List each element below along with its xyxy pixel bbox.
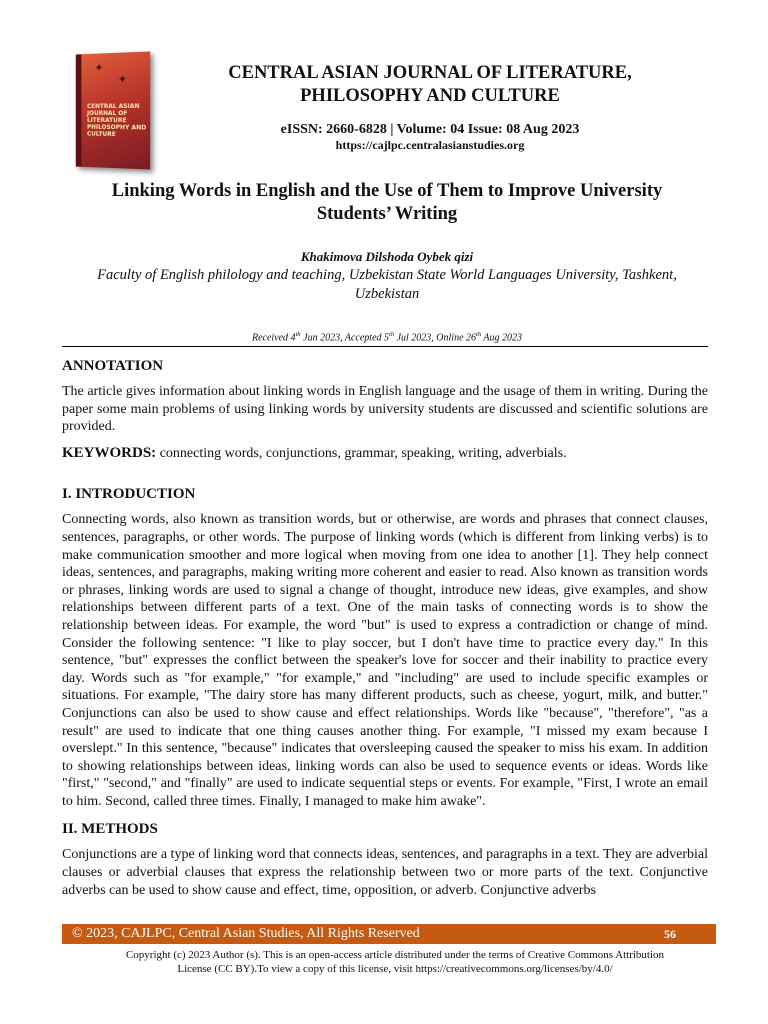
keywords-label: KEYWORDS: [62,444,157,461]
online-text: Jul 2023, Online 26 [394,332,477,344]
accepted-sup: th [389,331,395,338]
journal-title [160,62,700,108]
introduction-text: Connecting words, also known as transition words, but or otherwise, are words and phrases that connect clauses, sentences, paragraphs, or other words. The purpose of linking words (which is different from linking verbs) is to make communication smoother and more logical when moving from one idea to another [1]. They help connect ideas, sentences, and paragraphs, making writing more coherent and easier to read. Also known as transition words or phrases, linking words are used to signal a change of thought, introduce new ideas, give examples, and show relationships between different parts of a text. One of the main tasks of connecting words is to show the relationship between ideas. For example, the word "but" is used to express a contradiction or change of mind. Consider the following sentence: "I like to play soccer, but I don't have time to practice every day." In this sentence, "but" expresses the conflict between the speaker's love for soccer and their inability to practice every day. Words such as "for example," "for example," and "including" are used to include specific examples or situations. For example, "The dairy store has many different products, such as cheese, yogurt, milk, and butter." Conjunctions can also be used to show cause and effect relationships. Words like "because", "therefore", "as a result" are used to indicate that one thing causes another thing. For example, "I missed my exam because I overslept." In this sentence, "because" indicates that oversleeping caused the speaker to miss his exam. In addition to showing relationships between ideas, linking words can also be used to sequence events or ideas. Words like "first," "second," and "finally" are used to indicate sequential steps or events. For example, "First, I wrote an email to him. Second, called three times. Finally, I managed to make him awake". [62,512,708,809]
accepted-text: Jun 2023, Accepted 5 [300,332,390,344]
journal-url[interactable]: https://cajlpc.centralasianstudies.org [335,138,525,152]
methods-text: Conjunctions are a type of linking word that connects ideas, sentences, and paragraphs in a text. They are adverbial clauses or adverbial clauses that express the relationship between two or more parts of the text. Conjunctive adverbs can be used to show cause and effect, time, opposition, or adverb. Conjunctive adverbs [62,847,708,898]
issn-line: eISSN: 2660-6828 | Volume: 04 Issue: 08 Aug 2023 [280,122,580,137]
journal-title-line1: CENTRAL ASIAN JOURNAL OF LITERATURE, [228,63,632,83]
annotation-text: The article gives information about linking words in English language and the usage of them in writing. During the paper some main problems of using linking words by university students are discussed and scientific solutions are provided. [62,384,708,435]
journal-title-line2: PHILOSOPHY AND CULTURE [300,86,560,106]
cover-spine [76,54,82,167]
affiliation-line2: Uzbekistan [354,286,420,302]
online-rest-text: Aug 2023 [481,332,523,344]
footer-bar [62,924,716,944]
author-name: Khakimova Dilshoda Oybek qizi [300,249,474,264]
paper-title [70,180,704,226]
page-number: 56 [664,927,676,941]
paper-title-line1: Linking Words in English and the Use of Them to Improve University [111,181,663,201]
footer-copyright: © 2023, CAJLPC, Central Asian Studies, All Rights Reserved [72,926,420,941]
cover-title: CENTRAL ASIAN JOURNAL OF LITERATURE PHILOSOPHY AND CULTURE [87,102,147,139]
article-body [62,356,708,908]
bird-icon: ✦ [94,62,104,75]
license-line1: Copyright (c) 2023 Author (s). This is an open-access article distributed under the terms of Creative Commons Attribution [125,949,665,961]
license-line2: License (CC BY).To view a copy of this license, visit https://creativecommons.org/licenses/by/4.0/ [177,962,613,975]
methods-heading: II. METHODS [62,821,158,838]
header-divider [62,346,708,347]
annotation-heading: ANNOTATION [62,358,164,374]
keywords-text: connecting words, conjunctions, grammar, speaking, writing, adverbials. [156,445,567,461]
affiliation [80,266,694,304]
received-sup: th [295,331,301,338]
received-text: Received 4 [251,332,296,344]
journal-cover-image [76,51,150,169]
introduction-heading: I. INTRODUCTION [62,486,196,503]
keywords [62,445,708,463]
license-notice [70,949,720,976]
publication-dates [70,331,704,343]
bird-icon: ✦ [117,73,128,86]
paper-title-line2: Students’ Writing [316,204,458,224]
affiliation-line1: Faculty of English philology and teaching, Uzbekistan State World Languages University, Tashkent, [97,267,677,283]
online-sup: th [476,331,482,338]
